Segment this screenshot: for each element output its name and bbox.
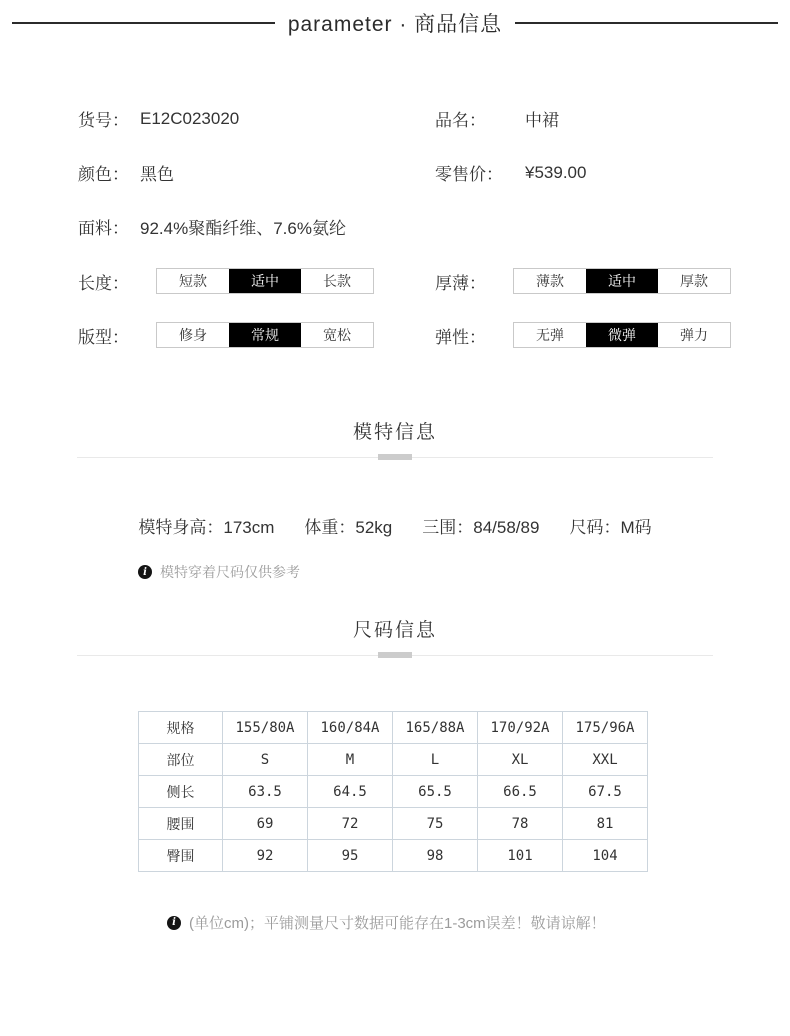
fit-option-slim: 修身	[157, 323, 229, 347]
table-row-side-length	[139, 776, 648, 808]
table-cell: 67.5	[563, 776, 648, 808]
table-cell: 75	[393, 808, 478, 840]
model-note-text: 模特穿着尺码仅供参考	[160, 564, 300, 580]
model-stats-row	[0, 513, 790, 538]
model-weight-label: 体重：	[304, 518, 356, 537]
item-no-label: 货号：	[78, 111, 129, 130]
side-length-row-header: 侧长	[139, 776, 223, 808]
header-right-line	[515, 22, 778, 24]
thickness-attribute	[435, 268, 731, 294]
price-field	[435, 160, 586, 185]
price-value: ¥539.00	[525, 162, 587, 182]
table-cell: XL	[478, 744, 563, 776]
elasticity-option-slight-selected: 微弹	[586, 323, 658, 347]
elasticity-label: 弹性：	[435, 327, 486, 347]
model-note	[138, 562, 300, 582]
model-weight-value: 52kg	[355, 518, 393, 537]
page-title: parameter · 商品信息	[287, 13, 503, 36]
table-cell: 78	[478, 808, 563, 840]
thickness-option-medium-selected: 适中	[586, 269, 658, 293]
thickness-options	[513, 268, 731, 294]
size-info-title: 尺码信息	[352, 620, 437, 641]
table-row-part	[139, 744, 648, 776]
fabric-label: 面料：	[78, 219, 129, 238]
header-left-line	[12, 22, 275, 24]
model-measurements-stat	[422, 513, 539, 538]
table-cell: 63.5	[223, 776, 308, 808]
table-row-hip	[139, 840, 648, 872]
table-cell: 101	[478, 840, 563, 872]
table-cell: 160/84A	[308, 712, 393, 744]
info-icon: i	[138, 565, 152, 579]
model-size-value: M码	[620, 518, 652, 537]
spec-row-header: 规格	[139, 712, 223, 744]
fabric-value: 92.4%聚酯纤维、7.6%氨纶	[140, 219, 346, 238]
waist-row-header: 腰围	[139, 808, 223, 840]
product-name-label: 品名：	[435, 111, 486, 130]
table-cell: 170/92A	[478, 712, 563, 744]
elasticity-option-none: 无弹	[514, 323, 586, 347]
length-option-medium-selected: 适中	[229, 269, 301, 293]
thickness-option-thin: 薄款	[514, 269, 586, 293]
model-size-stat	[569, 513, 651, 538]
size-section-divider	[77, 655, 713, 656]
fit-label: 版型：	[78, 327, 129, 347]
info-icon: i	[167, 916, 181, 930]
section-header	[0, 8, 790, 38]
elasticity-attribute	[435, 322, 731, 348]
item-no-field	[0, 106, 435, 131]
table-cell: 95	[308, 840, 393, 872]
price-label: 零售价：	[435, 165, 503, 184]
row-fabric	[0, 214, 790, 239]
length-options	[156, 268, 374, 294]
table-row-waist	[139, 808, 648, 840]
row-color-price	[0, 160, 790, 185]
part-row-header: 部位	[139, 744, 223, 776]
elasticity-options	[513, 322, 731, 348]
model-height-value: 173cm	[223, 518, 275, 537]
length-option-short: 短款	[157, 269, 229, 293]
table-cell: 104	[563, 840, 648, 872]
thickness-label: 厚薄：	[435, 273, 486, 293]
length-attribute	[0, 268, 435, 294]
model-measurements-value: 84/58/89	[473, 518, 540, 537]
row-itemno-name	[0, 106, 790, 131]
product-name-field	[435, 106, 559, 131]
fabric-field	[0, 214, 435, 239]
table-cell: 98	[393, 840, 478, 872]
table-cell: XXL	[563, 744, 648, 776]
size-note-text: (单位cm)；平铺测量尺寸数据可能存在1-3cm误差！敬请谅解！	[189, 915, 606, 932]
size-note	[167, 912, 606, 933]
row-length-thickness	[0, 268, 790, 294]
item-no-value: E12C023020	[140, 108, 240, 128]
model-height-label: 模特身高：	[138, 518, 224, 537]
length-label: 长度：	[78, 273, 129, 293]
hip-row-header: 臀围	[139, 840, 223, 872]
table-cell: 64.5	[308, 776, 393, 808]
table-cell: 165/88A	[393, 712, 478, 744]
table-cell: L	[393, 744, 478, 776]
model-size-label: 尺码：	[569, 518, 621, 537]
fit-options	[156, 322, 374, 348]
table-cell: 81	[563, 808, 648, 840]
fit-option-regular-selected: 常规	[229, 323, 301, 347]
color-value: 黑色	[140, 165, 174, 184]
elasticity-option-stretch: 弹力	[658, 323, 730, 347]
size-table	[138, 711, 648, 872]
table-cell: 65.5	[393, 776, 478, 808]
length-option-long: 长款	[301, 269, 373, 293]
table-cell: 69	[223, 808, 308, 840]
color-label: 颜色：	[78, 165, 129, 184]
table-cell: 66.5	[478, 776, 563, 808]
row-fit-elasticity	[0, 322, 790, 348]
model-section-divider	[77, 457, 713, 458]
fit-attribute	[0, 322, 435, 348]
color-field	[0, 160, 435, 185]
model-info-title: 模特信息	[352, 422, 437, 443]
table-cell: 175/96A	[563, 712, 648, 744]
model-weight-stat	[304, 513, 392, 538]
table-cell: S	[223, 744, 308, 776]
table-cell: 92	[223, 840, 308, 872]
model-measurements-label: 三围：	[422, 518, 474, 537]
thickness-option-thick: 厚款	[658, 269, 730, 293]
fit-option-loose: 宽松	[301, 323, 373, 347]
table-cell: 155/80A	[223, 712, 308, 744]
model-height-stat	[138, 513, 274, 538]
table-cell: M	[308, 744, 393, 776]
table-row-spec	[139, 712, 648, 744]
table-cell: 72	[308, 808, 393, 840]
product-name-value: 中裙	[525, 111, 559, 130]
